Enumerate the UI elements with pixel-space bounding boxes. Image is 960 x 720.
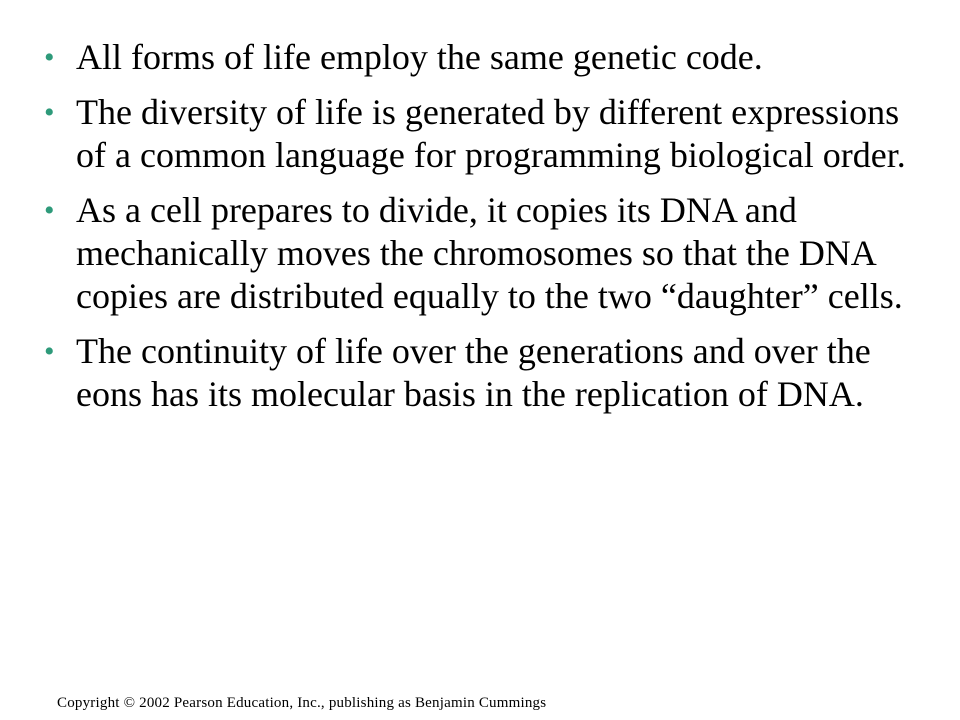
bullet-dot-icon: • xyxy=(44,335,55,368)
bullet-item xyxy=(40,189,920,318)
bullet-dot-icon: • xyxy=(44,41,55,74)
bullet-text: The diversity of life is generated by different expressions of a common language for programming biological order. xyxy=(76,92,906,175)
bullet-text: All forms of life employ the same genetic code. xyxy=(76,37,763,77)
bullet-text: As a cell prepares to divide, it copies its DNA and mechanically moves the chromosomes so that the DNA copies are distributed equally to the two “daughter” cells. xyxy=(76,190,903,316)
bullet-dot-icon: • xyxy=(44,96,55,129)
bullet-item xyxy=(40,330,920,416)
bullet-list xyxy=(40,36,920,428)
bullet-item xyxy=(40,36,920,79)
copyright-footer: Copyright © 2002 Pearson Education, Inc., publishing as Benjamin Cummings xyxy=(57,695,547,711)
bullet-text: The continuity of life over the generations and over the eons has its molecular basis in the replication of DNA. xyxy=(76,331,871,414)
bullet-dot-icon: • xyxy=(44,194,55,227)
bullet-item xyxy=(40,91,920,177)
